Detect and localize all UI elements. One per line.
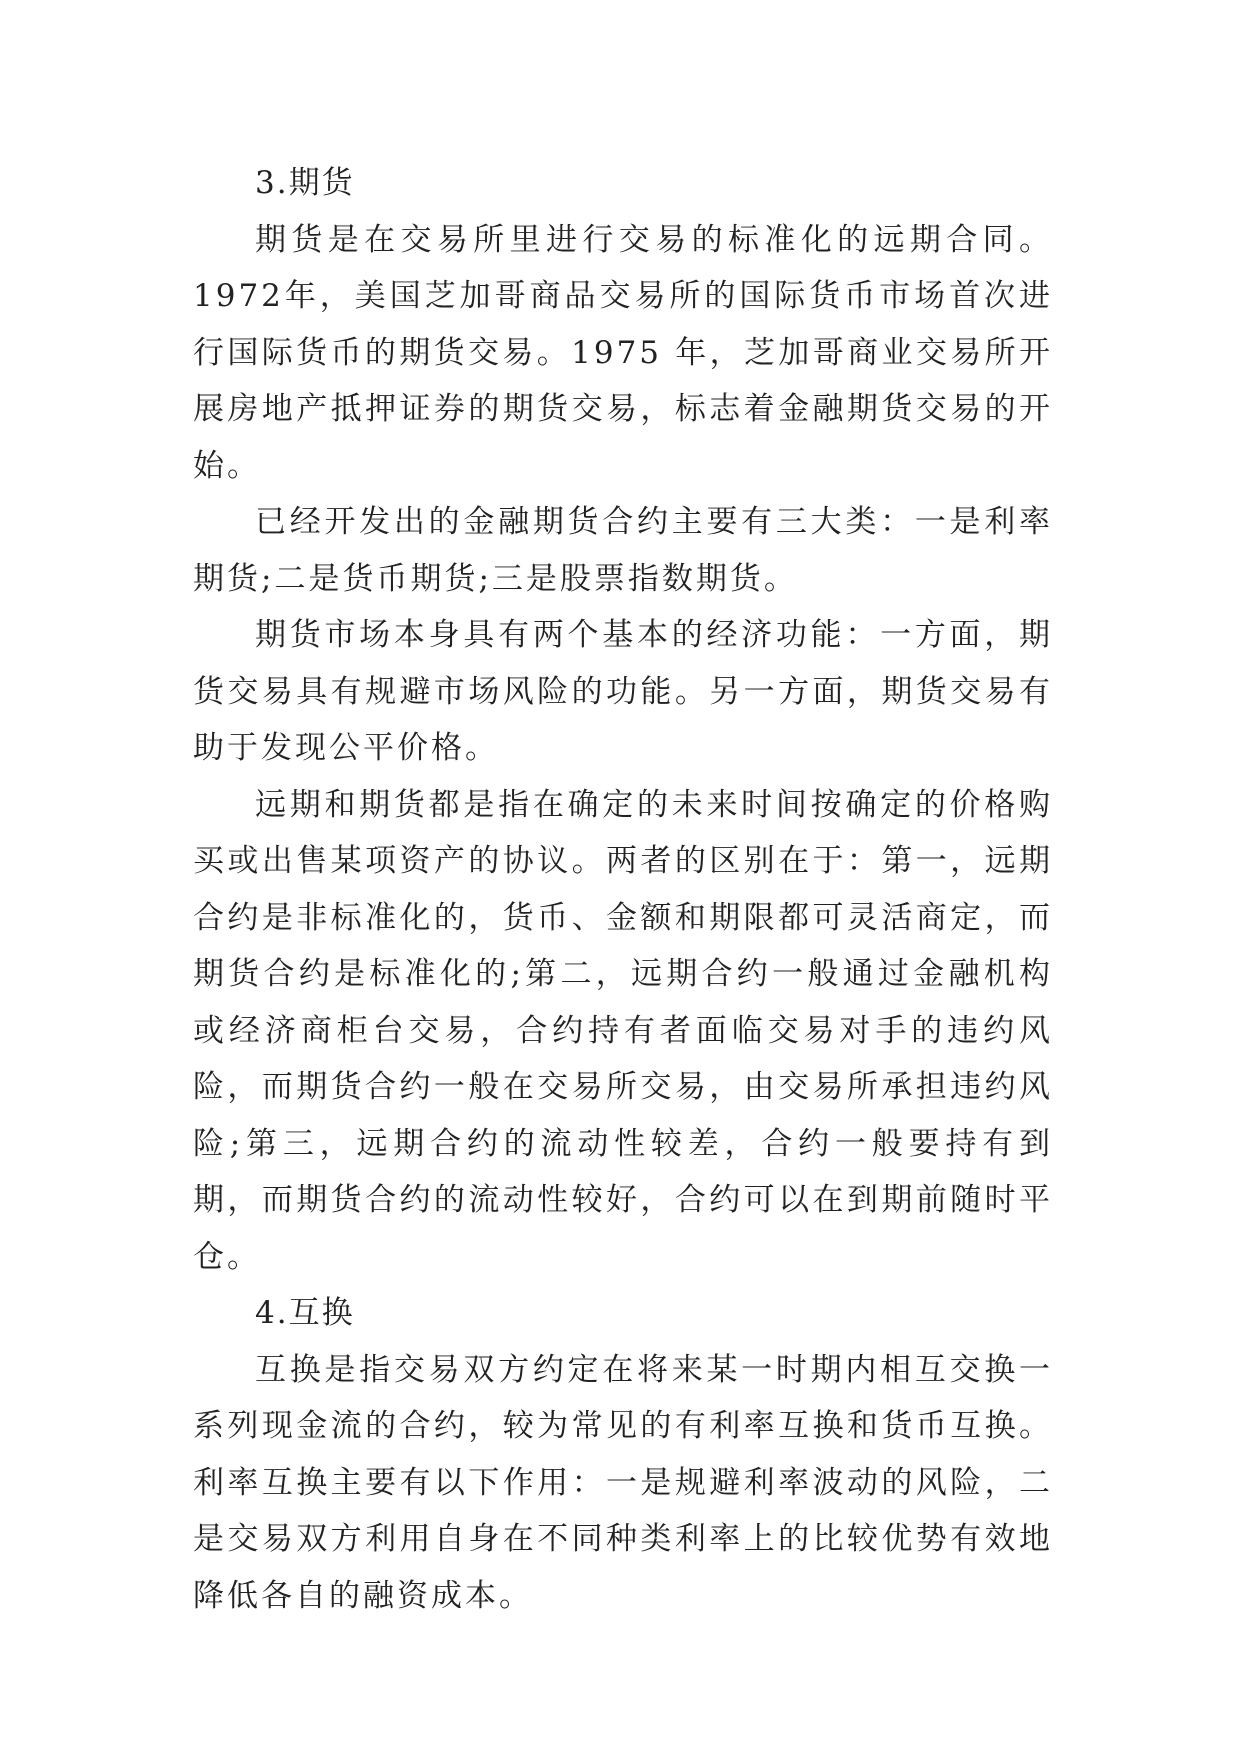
section-heading-futures: 3.期货 <box>255 165 355 201</box>
paragraph-futures-functions: 期货市场本身具有两个基本的经济功能：一方面，期货交易具有规避市场风险的功能。另一方面，期货交易有助于发现公平价格。 <box>193 617 1053 766</box>
document-body <box>193 155 1053 1624</box>
paragraph-forward-vs-futures: 远期和期货都是指在确定的未来时间按确定的价格购买或出售某项资产的协议。两者的区别在于：第一，远期合约是非标准化的，货币、金额和期限都可灵活商定，而期货合约是标准化的;第二，远期合约一般通过金融机构或经济商柜台交易，合约持有者面临交易对手的违约风险，而期货合约一般在交易所交易，由交易所承担违约风险;第三，远期合约的流动性较差，合约一般要持有到期，而期货合约的流动性较好，合约可以在到期前随时平仓。 <box>193 786 1053 1275</box>
paragraph-swaps-definition: 互换是指交易双方约定在将来某一时期内相互交换一系列现金流的合约，较为常见的有利率互换和货币互换。利率互换主要有以下作用：一是规避利率波动的风险，二是交易双方利用自身在不同种类利率上的比较优势有效地降低各自的融资成本。 <box>193 1351 1053 1614</box>
paragraph-futures-categories: 已经开发出的金融期货合约主要有三大类：一是利率期货;二是货币期货;三是股票指数期货。 <box>193 504 1053 597</box>
paragraph-futures-definition: 期货是在交易所里进行交易的标准化的远期合同。1972年，美国芝加哥商品交易所的国际货币市场首次进行国际货币的期货交易。1975 年，芝加哥商业交易所开展房地产抵押证券的期货交易，标志着金融期货交易的开始。 <box>193 221 1053 484</box>
section-heading-swaps: 4.互换 <box>255 1295 355 1331</box>
